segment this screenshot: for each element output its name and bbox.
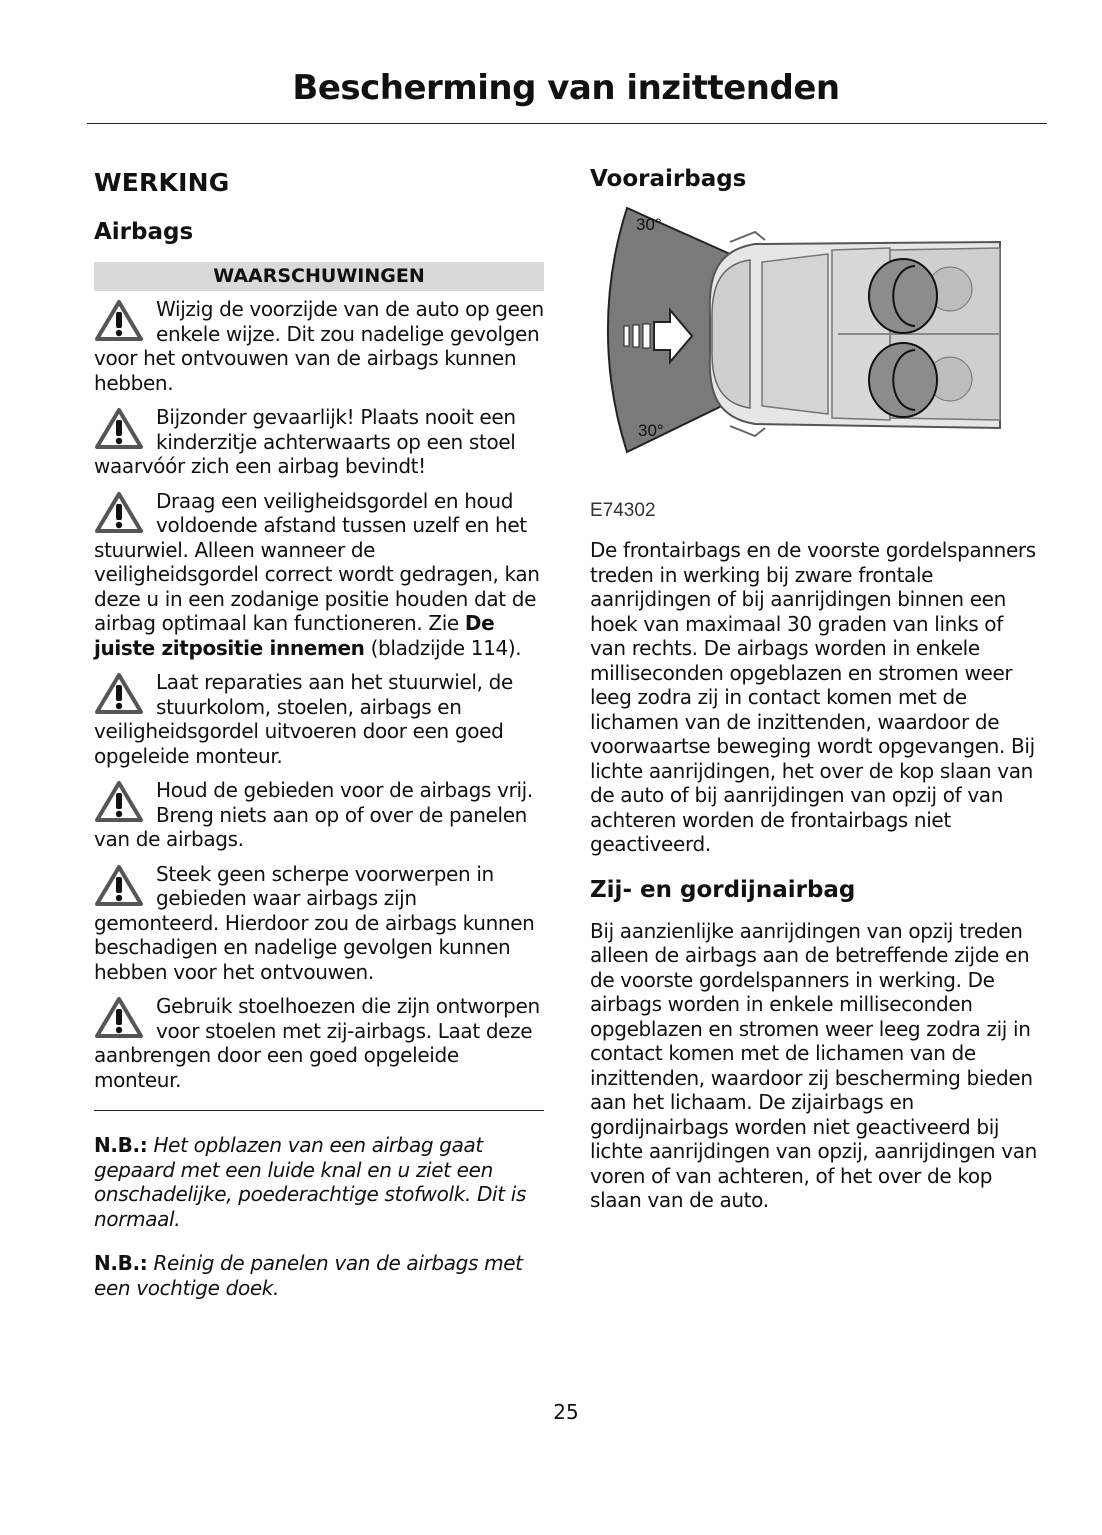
warning-text: Draag een veiligheidsgordel en houd voldoende afstand tussen uzelf en het stuurwiel. Alleen wanneer de veiligheidsgordel correct wordt gedragen, kan deze u in een zodanige positie houden dat de airbag optimaal kan functioneren. Zie [94,488,540,635]
subsection-title: Airbags [94,219,194,245]
warning-triangle-icon [94,672,144,716]
warning-text: Laat reparaties aan het stuurwiel, de stuurkolom, stoelen, airbags en veiligheidsgordel uitvoeren door een goed opgeleide monteur. [94,670,513,768]
note-label: N.B.: [94,1133,148,1157]
page-number: 25 [553,1400,579,1424]
warning-item [94,862,544,985]
cross-reference-link[interactable]: De juiste zitpositie innemen [94,611,495,660]
passenger-airbag-icon [869,259,937,333]
warning-text: Houd de gebieden voor de airbags vrij. Breng niets aan op of over de panelen van de airbags. [94,778,533,851]
warning-item [94,994,544,1092]
page-title: Bescherming van inzittenden [292,68,840,108]
notes-divider [94,1110,544,1111]
figure-code: E74302 [590,500,656,521]
warning-text: Wijzig de voorzijde van de auto op geen enkele wijze. Dit zou nadelige gevolgen voor het ontvouwen van de airbags kunnen hebben. [94,297,544,395]
warning-item [94,489,544,661]
note-paragraph [94,1133,544,1231]
warning-triangle-icon [94,864,144,908]
warning-triangle-icon [94,780,144,824]
side-airbags-paragraph: Bij aanzienlijke aanrijdingen van opzij treden alleen de airbags aan de betreffende zijde en de voorste gordelspanners in werking. De airbags worden in enkele milliseconden opgeblazen en stromen weer leeg zodra zij in contact komen met de lichamen van de inzittenden, waardoor zij bescherming bieden aan het lichaam. De zijairbags en gordijnairbags worden niet geactiveerd bij lichte aanrijdingen van opzij, aanrijdingen van voren of van achteren, of het over de kop slaan van de auto. [590,918,1037,1212]
warning-text: Gebruik stoelhoezen die zijn ontworpen voor stoelen met zij-airbags. Laat deze aanbrengen door een goed opgeleide monteur. [94,994,540,1092]
warning-item [94,405,544,479]
front-airbag-diagram [590,204,1002,456]
warning-triangle-icon [94,491,144,535]
angle-label-top: 30° [636,215,662,234]
warning-text-after: (bladzijde 114). [364,635,522,660]
note-paragraph [94,1251,544,1300]
warning-text: Steek geen scherpe voorwerpen in gebieden waar airbags zijn gemonteerd. Hierdoor zou de airbags kunnen beschadigen en nadelige gevolgen kunnen hebben voor het ontvouwen. [94,861,535,984]
warning-text: Bijzonder gevaarlijk! Plaats nooit een kinderzitje achterwaarts op een stoel waarvóór zich een airbag bevindt! [94,405,516,478]
angle-label-bottom: 30° [638,421,664,440]
driver-airbag-icon [869,343,937,417]
note-label: N.B.: [94,1251,148,1275]
warning-triangle-icon [94,996,144,1040]
warning-triangle-icon [94,299,144,343]
front-airbags-paragraph: De frontairbags en de voorste gordelspanners treden in werking bij zware frontale aanrijdingen of bij aanrijdingen binnen een hoek van maximaal 30 graden van links of van rechts. De airbags worden in enkele milliseconden opgeblazen en stromen weer leeg zodra zij in contact komen met de lichamen van de inzittenden, waardoor de voorwaartse beweging wordt opgevangen. Bij lichte aanrijdingen, het over de kop slaan van de auto of bij aanrijdingen van opzij of van achteren worden de frontairbags niet geactiveerd. [590,538,1036,856]
car-top-view-illustration [710,232,1000,436]
warning-triangle-icon [94,407,144,451]
warning-item [94,297,544,395]
side-airbags-title: Zij- en gordijnairbag [590,876,856,903]
warnings-list [94,297,544,1092]
right-column [590,166,1042,1233]
front-airbags-title: Voorairbags [590,166,747,192]
title-divider [87,123,1047,124]
note-text: Reinig de panelen van de airbags met een vochtige doek. [94,1251,523,1300]
left-column [94,168,544,1320]
warning-item [94,670,544,768]
note-text: Het opblazen van een airbag gaat gepaard met een luide knal en u ziet een onschadelijke, poederachtige stofwolk. Dit is normaal. [94,1133,527,1231]
section-title: WERKING [94,168,230,197]
warning-item [94,778,544,852]
warnings-header: WAARSCHUWINGEN [94,262,544,291]
